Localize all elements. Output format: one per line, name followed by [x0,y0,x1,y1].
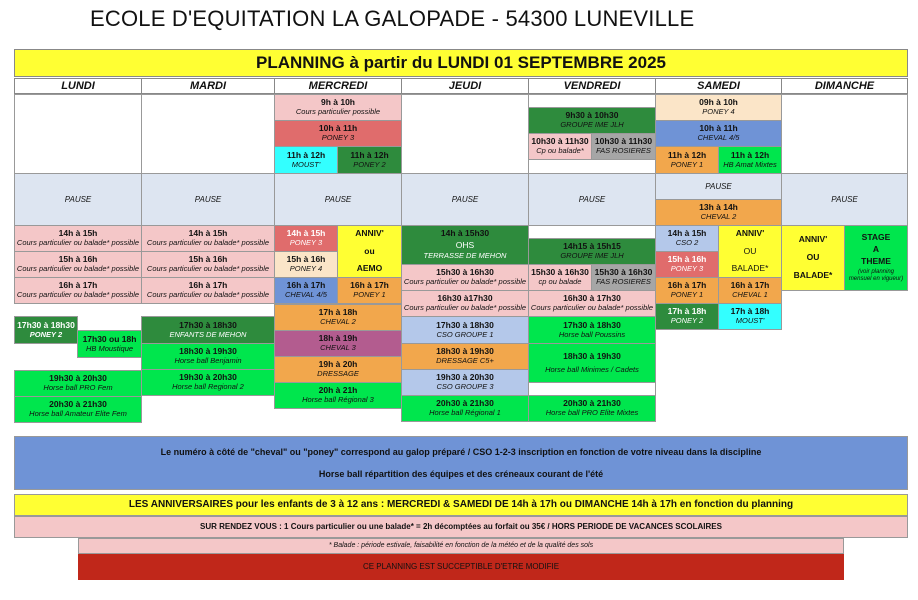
rdv-banner [14,516,908,538]
slot-time: 14h à 15h30 [440,227,490,238]
anniv-or: OU [806,252,820,263]
slot-label: Horse ball PRO Fem [43,383,113,393]
slot-time: 15h à 16h [188,254,228,265]
slot-time: 18h30 à 19h30 [563,350,621,361]
slot-time: 20h30 à 21h30 [436,398,494,409]
slot-time: 16h30 à 17h30 [563,293,621,304]
slot-label: CHEVAL 2 [320,317,356,327]
day-header-dimanche: DIMANCHE [781,78,908,94]
slot-time: 15h30 à 16h30 [436,267,494,278]
stage-theme: THEME [861,255,891,266]
slot-mercredi-17h [274,304,402,331]
pause-dimanche: PAUSE [781,173,908,226]
slot-time: 10h30 à 11h30 [531,136,589,147]
slot-mercredi-16h-b [337,277,402,304]
modif-text: CE PLANNING EST SUCCEPTIBLE D'ETRE MODIFIE [362,562,560,572]
slot-label: FAS ROSIERES [596,146,651,156]
slot-time: 16h à 17h [350,280,389,291]
slot-time: 20h30 à 21h30 [563,398,621,409]
slot-label: CHEVAL 2 [700,212,737,222]
slot-label: Horse ball Minimes / Cadets [545,364,639,374]
slot-time: 11h à 12h [667,149,707,160]
slot-dimanche-stage [844,225,908,291]
slot-time: 17h30 à 18h30 [179,319,237,330]
slot-label: Cours particulier ou balade* possible [403,303,527,313]
slot-mercredi-anniv [337,225,402,278]
slot-label: PONEY 1 [670,290,704,300]
stage-note-2: mensuel en vigueur) [848,275,904,282]
slot-mardi-14h [141,225,275,252]
slot-mardi-18h30 [141,343,275,370]
slot-samedi-17h-b [718,303,782,330]
slot-time: 17h à 18h [667,306,707,317]
slot-time: 17h30 ou 18h [82,333,137,344]
slot-time: 18h à 19h [318,333,358,344]
info-horseball: Horse ball répartition des équipes et des créneaux courant de l'été [318,469,604,479]
slot-time: 14h à 15h [667,228,707,239]
slot-time: 15h à 16h [286,254,326,265]
slot-label: CSO GROUPE 3 [436,382,494,392]
slot-label: DRESSAGE C5+ [436,356,494,366]
slot-lundi-14h [14,225,142,252]
slot-label: Horse ball Regional 2 [172,382,244,392]
slot-lundi-17h30 [14,316,78,344]
slot-label: Cp ou balade* [536,146,584,156]
slot-label: CHEVAL 1 [732,290,768,300]
morning-empty-dimanche [781,94,908,174]
pause-mardi: PAUSE [141,173,275,226]
slot-label: MOUST' [735,316,765,326]
slot-label: Horse ball Benjamin [174,356,242,366]
stage-note: (voir planning [857,268,895,275]
slot-mercredi-16h-a [274,277,338,304]
slot-time: 15h30 à 16h30 [594,267,653,278]
slot-samedi-anniv [718,225,782,278]
slot-time: 17h30 à 18h30 [563,319,621,330]
pause-vendredi: PAUSE [528,173,656,226]
anniv-balade: BALADE* [793,269,833,280]
slot-samedi-16h-b [718,277,782,304]
anniv-label: ANNIV' [355,227,384,238]
slot-label: GROUPE IME JLH [560,120,624,130]
slot-time: 9h30 à 10h30 [565,110,619,121]
slot-label: HB Moustique [85,343,134,353]
slot-time: 10h à 11h [318,123,358,134]
slot-label: CHEVAL 4/5 [285,290,327,300]
slot-vendredi-18h30 [528,343,656,383]
slot-label: PONEY 4 [289,264,323,274]
slot-samedi-13h [655,199,782,226]
slot-jeudi-17h30 [401,316,529,344]
info-galop: Le numéro à côté de "cheval" ou "poney" correspond au galop préparé / CSO 1-2-3 inscription en fonction de votre niveau dans la discipline [160,446,762,457]
day-header-mercredi: MERCREDI [274,78,402,94]
slot-lundi-16h [14,277,142,304]
slot-vendredi-20h30 [528,395,656,422]
slot-mercredi-11h-a [274,146,338,174]
slot-jeudi-19h30 [401,369,529,396]
slot-label: Cours particulier ou balade* possible [530,303,654,313]
afternoon-empty-vendredi [528,225,656,239]
slot-time: 20h30 à 21h30 [49,399,107,410]
slot-mardi-16h [141,277,275,304]
slot-label: ENFANTS DE MEHON [169,329,247,339]
anniv-aemo: AEMO [356,263,383,274]
anniv-text: LES ANNIVERSAIRES pour les enfants de 3 à 12 ans : MERCREDI & SAMEDI DE 14h à 17h ou DIMANCHE 14h à 17h en fonction du planning [128,499,794,511]
slot-label: HB Amat Mixtes [723,159,777,169]
slot-mercredi-11h-b [337,146,402,174]
slot-label: Cours particulier possible [295,107,381,117]
slot-label: Horse ball Poussins [558,329,626,339]
slot-lundi-15h [14,251,142,278]
slot-label: Cours particulier ou balade* possible [146,264,270,274]
slot-time: 16h à 17h [58,280,98,291]
slot-time: 17h30 à 18h30 [17,319,75,330]
slot-time: 16h30 à17h30 [437,293,493,304]
slot-time: 14h à 15h [58,228,98,239]
slot-time: 14h à 15h [188,228,228,239]
slot-mercredi-18h [274,330,402,357]
slot-time: 16h à 17h [730,280,770,291]
slot-mercredi-9h [274,94,402,121]
slot-samedi-14h [655,225,719,252]
slot-label: Horse ball Amateur Elite Fem [29,409,127,419]
pause-mercredi: PAUSE [274,173,402,226]
slot-lundi-19h30 [14,370,142,397]
slot-time: 19h à 20h [318,359,358,370]
slot-lundi-20h30 [14,396,142,423]
slot-label: PONEY 1 [353,290,386,300]
slot-time: 11h à 12h [350,149,389,160]
slot-jeudi-15h30 [401,264,529,291]
day-header-lundi: LUNDI [14,78,142,94]
pause-jeudi: PAUSE [401,173,529,226]
slot-label: DRESSAGE [317,369,359,379]
slot-time: 10h à 11h [699,123,738,134]
slot-time: 17h30 à 18h30 [436,319,494,330]
slot-time: 9h à 10h [320,97,356,108]
stage-a: A [872,244,880,255]
anniv-label: ANNIV' [735,227,765,238]
slot-time: 16h à 17h [667,280,707,291]
slot-label: FAS ROSIERES [596,277,651,287]
anniv-label: ANNIV' [798,234,828,245]
slot-label: Cours particulier ou balade* possible [16,264,140,274]
anniv-or: OU [743,245,757,256]
slot-time: 14h à 15h [286,228,326,239]
slot-samedi-11h-b [718,146,782,174]
slot-mardi-17h30 [141,316,275,344]
slot-label: PONEY 2 [670,316,704,326]
slot-vendredi-10h30-a [528,133,592,160]
slot-lundi-17h30-hb [77,330,142,358]
pause-samedi: PAUSE [655,173,782,200]
pause-lundi: PAUSE [14,173,142,226]
slot-label: CHEVAL 3 [320,343,356,353]
morning-empty-jeudi [401,94,529,174]
slot-mercredi-20h [274,382,402,409]
slot-jeudi-16h30 [401,290,529,317]
morning-empty-vendredi-2 [528,159,656,174]
slot-label: Horse ball Régional 1 [429,408,501,418]
morning-empty-lundi [14,94,142,174]
slot-label: Cours particulier ou balade* possible [146,290,270,300]
slot-mardi-15h [141,251,275,278]
day-header-jeudi: JEUDI [401,78,529,94]
slot-time: 18h30 à 19h30 [436,346,494,357]
page-title: ECOLE D'EQUITATION LA GALOPADE - 54300 LUNEVILLE [90,6,695,31]
day-header-mardi: MARDI [141,78,275,94]
slot-mardi-19h30 [141,369,275,396]
slot-label: PONEY 2 [353,159,386,169]
planning-banner: PLANNING à partir du LUNDI 01 SEPTEMBRE 2025 [14,49,908,77]
slot-label: PONEY 4 [702,107,735,117]
slot-label: Horse ball PRO Elite Mixtes [545,408,639,418]
slot-jeudi-20h30 [401,395,529,422]
balade-text: * Balade : période estivale, faisabilité en fonction de la météo et de la qualité des sols [328,541,594,549]
slot-label: CSO 2 [675,238,699,248]
slot-time: 10h30 à 11h30 [594,136,653,147]
slot-vendredi-10h30-b [591,133,656,160]
day-header-vendredi: VENDREDI [528,78,656,94]
slot-vendredi-9h30 [528,107,656,134]
slot-label: PONEY 3 [321,133,355,143]
day-header-samedi: SAMEDI [655,78,782,94]
slot-mercredi-14h [274,225,338,252]
slot-vendredi-17h30 [528,316,656,344]
slot-time: 20h à 21h [318,385,358,396]
balade-note [78,538,844,554]
morning-empty-vendredi [528,94,656,108]
slot-dimanche-anniv [781,225,845,291]
slot-time: 15h à 16h [58,254,98,265]
slot-time: 19h30 à 20h30 [436,372,494,383]
anniv-banner [14,494,908,516]
slot-label: CHEVAL 4/5 [697,133,740,143]
slot-label: PONEY 3 [670,264,704,274]
slot-time: 17h à 18h [318,307,358,318]
slot-label: CSO GROUPE 1 [436,329,494,339]
slot-vendredi-15h30-b [591,264,656,291]
slot-time: 15h30 à 16h30 [531,267,589,278]
slot-time: 17h à 18h [730,306,770,317]
slot-time: 16h à 17h [188,280,228,291]
slot-time: 14h15 à 15h15 [563,241,621,252]
slot-jeudi-18h30 [401,343,529,370]
slot-label: PONEY 2 [29,329,63,339]
slot-label: Horse ball Régional 3 [302,395,374,405]
slot-label: Cours particulier ou balade* possible [16,238,140,248]
slot-ohs: OHS [455,239,475,250]
slot-label: Cours particulier ou balade* possible [16,290,140,300]
slot-vendredi-15h30-a [528,264,592,291]
slot-vendredi-14h15 [528,238,656,265]
slot-samedi-11h-a [655,146,719,174]
slot-jeudi-14h [401,225,529,265]
slot-time: 19h30 à 20h30 [179,372,237,383]
slot-samedi-15h [655,251,719,278]
slot-time: 18h30 à 19h30 [179,346,237,357]
slot-mercredi-15h [274,251,338,278]
slot-mercredi-19h [274,356,402,383]
slot-time: 16h à 17h [286,280,326,291]
slot-label: cp ou balade [538,277,582,287]
slot-time: 11h à 12h [286,149,326,160]
afternoon-empty-vendredi-2 [528,382,656,396]
anniv-balade: BALADE* [731,263,769,274]
slot-samedi-10h [655,120,782,147]
anniv-or: ou [364,245,375,256]
slot-vendredi-16h30 [528,290,656,317]
slot-time: 13h à 14h [699,202,738,213]
slot-label: Cours particulier ou balade* possible [146,238,270,248]
slot-time: 09h à 10h [699,97,738,108]
modif-banner [78,554,844,580]
slot-label: Cours particulier ou balade* possible [403,277,527,287]
slot-time: 11h à 12h [730,149,770,160]
slot-label: PONEY 3 [289,238,323,248]
slot-mercredi-10h [274,120,402,147]
rdv-text: SUR RENDEZ VOUS : 1 Cours particulier ou une balade* = 2h décomptées au forfait ou 35€ / HORS PERIODE DE VACANCES SCOLAIRES [200,522,722,532]
slot-label: PONEY 1 [670,159,704,169]
stage-label: STAGE [861,232,891,243]
slot-samedi-16h-a [655,277,719,304]
morning-empty-mardi [141,94,275,174]
slot-label: MOUST' [291,159,321,169]
info-box [14,436,908,490]
slot-label: GROUPE IME JLH [560,251,624,261]
slot-samedi-17h-a [655,303,719,330]
slot-samedi-9h [655,94,782,121]
slot-time: 15h à 16h [667,254,707,265]
slot-time: 19h30 à 20h30 [49,373,107,384]
slot-label: TERRASSE DE MEHON [423,251,507,261]
